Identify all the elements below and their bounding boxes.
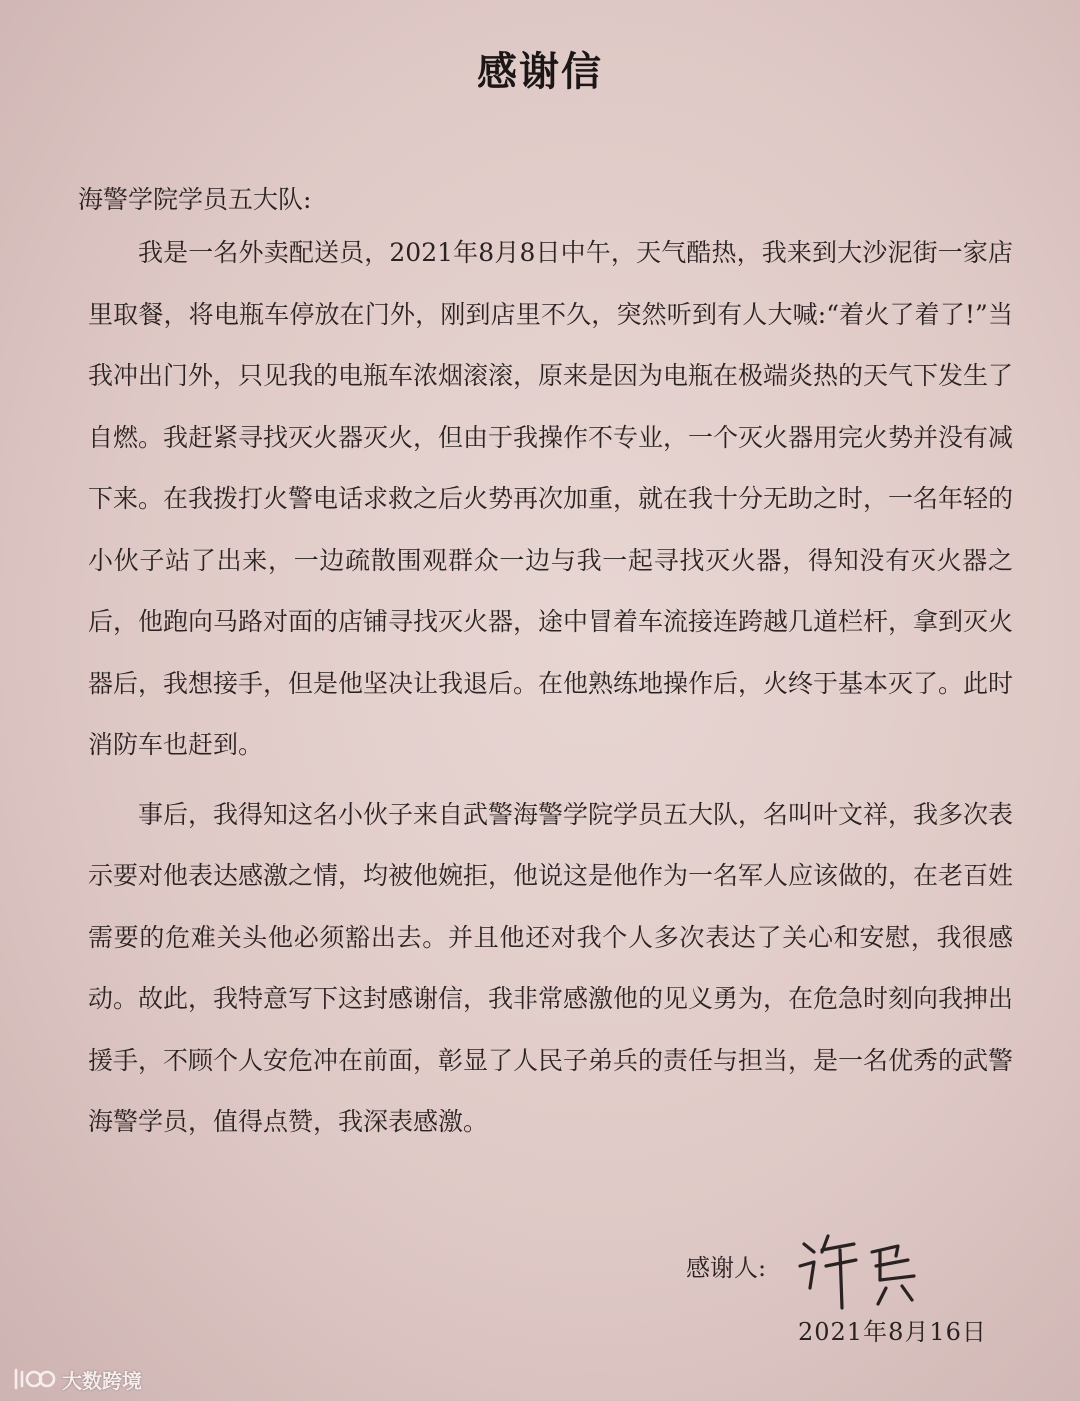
- letter-date: 2021年8月16日: [798, 1318, 987, 1346]
- handwritten-signature: [796, 1222, 926, 1312]
- signer-label: 感谢人:: [686, 1254, 767, 1282]
- watermark-text: 大数跨境: [62, 1368, 142, 1393]
- letter-title: 感谢信: [477, 49, 603, 95]
- letter-paragraph-1: 我是一名外卖配送员，2021年8月8日中午，天气酷热，我来到大沙泥街一家店里取餐，将电瓶车停放在门外，刚到店里不久，突然听到有人大喊:“着火了着了!”当我冲出门外，只见我的电瓶车浓烟滚滚，原来是因为电瓶在极端炎热的天气下发生了自燃。我赶紧寻找灭火器灭火，但由于我操作不专业，一个灭火器用完火势并没有减下来。在我拨打火警电话求救之后火势再次加重，就在我十分无助之时，一名年轻的小伙子站了出来，一边疏散围观群众一边与我一起寻找灭火器，得知没有灭火器之后，他跑向马路对面的店铺寻找灭火器，途中冒着车流接连跨越几道栏杆，拿到灭火器后，我想接手，但是他坚决让我退后。在他熟练地操作后，火终于基本灭了。此时消防车也赶到。: [88, 238, 1014, 759]
- letter-paragraph-2: 事后，我得知这名小伙子来自武警海警学院学员五大队，名叫叶文祥，我多次表示要对他表达感激之情，均被他婉拒，他说这是他作为一名军人应该做的，在老百姓需要的危难关头他必须豁出去。并且他还对我个人多次表达了关心和安慰，我很感动。故此，我特意写下这封感谢信，我非常感激他的见义勇为，在危急时刻向我抻出援手，不顾个人安危冲在前面，彰显了人民子弟兵的责任与担当，是一名优秀的武警海警学员，值得点赞，我深表感激。: [88, 799, 1014, 1136]
- letter-body: [88, 222, 1013, 1153]
- watermark: [12, 1364, 142, 1394]
- brand-logo-icon: [12, 1366, 56, 1392]
- letter-salutation: 海警学院学员五大队:: [78, 185, 312, 214]
